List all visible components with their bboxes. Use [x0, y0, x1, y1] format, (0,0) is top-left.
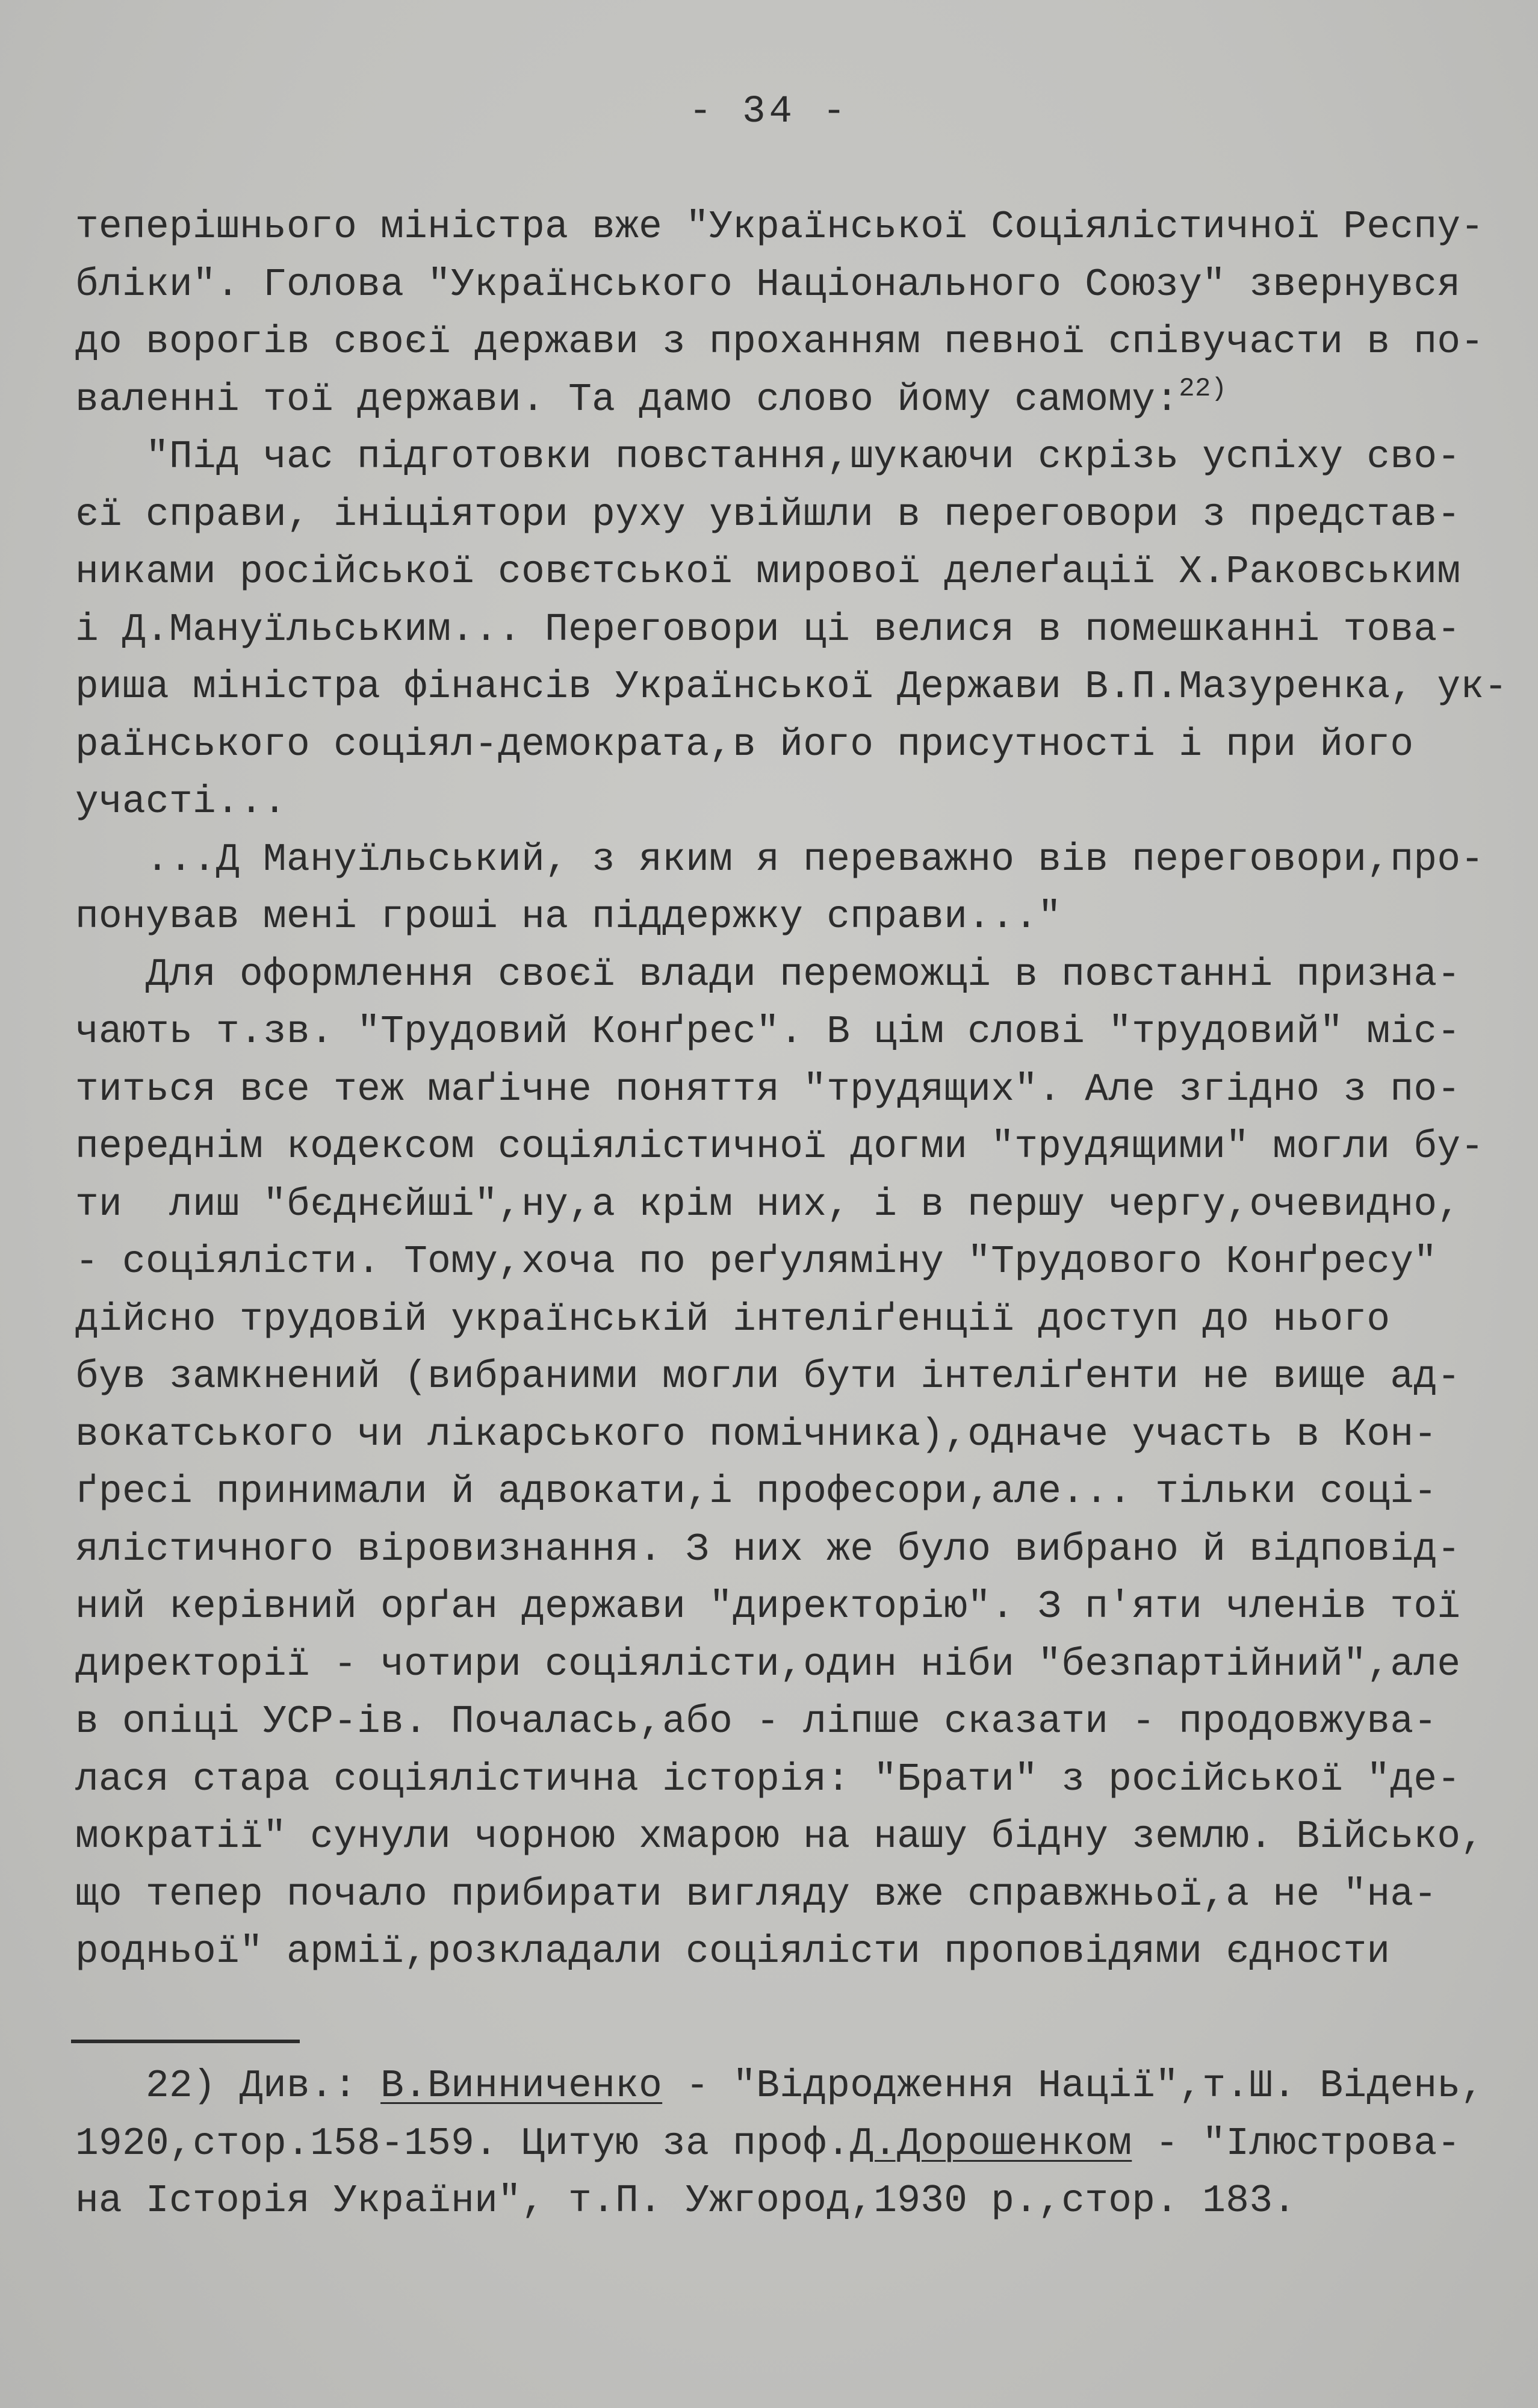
- text-line: никами російської совєтської мирової делеґації Х.Раковським: [75, 550, 1461, 594]
- page-number: - 34 -: [689, 90, 849, 134]
- text-line: вокатського чи лікарського помічника),одначе участь в Кон-: [75, 1412, 1437, 1457]
- text-line: чають т.зв. "Трудовий Конґрес". В цім слові "трудовий" міс-: [75, 1010, 1461, 1054]
- footnote-citation: 1920,стор.158-159. Цитую за проф.: [75, 2121, 851, 2166]
- footnote: [75, 2058, 1484, 2230]
- text-line: єї справи, ініціятори руху увійшли в переговори з представ-: [75, 492, 1461, 537]
- footnote-line: на Історія України", т.П. Ужгород,1930 р.,стор. 183.: [75, 2179, 1297, 2223]
- text-line: ...Д Мануїльський, з яким я переважно вів переговори,про-: [75, 837, 1484, 882]
- footnote-prefix: 22) Див.:: [75, 2064, 381, 2108]
- text-line: участі...: [75, 780, 287, 824]
- text-line: титься все теж маґічне поняття "трудящих". Але згідно з по-: [75, 1067, 1461, 1112]
- text-line: - соціялісти. Тому,хоча по реґуляміну "Трудового Конґресу": [75, 1240, 1437, 1284]
- footnote-author: В.Винниченко: [380, 2064, 663, 2108]
- footnote-line: [75, 2058, 1484, 2115]
- footnote-title: - "Ілюстрова-: [1132, 2121, 1461, 2166]
- footnote-reference: 22): [1179, 373, 1227, 404]
- text-line: теперішнього міністра вже "Української Соціялістичної Респу-: [75, 205, 1484, 249]
- text-line: був замкнений (вибраними могли бути інтеліґенти не вище ад-: [75, 1355, 1461, 1399]
- text-line: до ворогів своєї держави з проханням певної співучасти в по-: [75, 320, 1484, 364]
- text-line: родньої" армії,розкладали соціялісти проповідями єдности: [75, 1930, 1391, 1974]
- text-line: лася стара соціялістична історія: "Брати" з російської "де-: [75, 1757, 1461, 1802]
- text-line: ґресі принимали й адвокати,і професори,але... тільки соці-: [75, 1470, 1437, 1514]
- footnote-line: [75, 2115, 1478, 2173]
- text-line: дійсно трудовій українській інтеліґенції доступ до нього: [75, 1297, 1391, 1342]
- body-text: [75, 199, 1508, 1981]
- text-line: риша міністра фінансів Української Держави В.П.Мазуренка, ук-: [75, 665, 1508, 709]
- text-line: мократії" сунули чорною хмарою на нашу бідну землю. Військо,: [75, 1815, 1484, 1859]
- text-line: ти лиш "бєднєйші",ну,а крім них, і в першу чергу,очевидно,: [75, 1182, 1461, 1227]
- text-line: ялістичного віровизнання. З них же було вибрано й відповід-: [75, 1527, 1461, 1572]
- text-line: бліки". Голова "Українського Національного Союзу" звернувся: [75, 262, 1461, 307]
- footnote-title: - "Відродження Нації",т.Ш. Відень,: [662, 2064, 1484, 2108]
- text-line: і Д.Мануїльським... Переговори ці велися в помешканні това-: [75, 607, 1461, 652]
- footnote-divider: [71, 2040, 300, 2043]
- footnote-author: Д.Дорошенком: [850, 2121, 1132, 2166]
- text-line: Для оформлення своєї влади переможці в повстанні призна-: [75, 952, 1461, 997]
- text-line: переднім кодексом соціялістичної догми "трудящими" могли бу-: [75, 1125, 1484, 1169]
- text-line: в опіці УСР-ів. Почалась,або - ліпше сказати - продовжува-: [75, 1700, 1437, 1744]
- text-line: що тепер почало прибирати вигляду вже справжньої,а не "на-: [75, 1872, 1437, 1917]
- text-line: "Під час підготовки повстання,шукаючи скрізь успіху сво-: [75, 435, 1461, 479]
- text-line: ний керівний орґан держави "директорію". З п'яти членів тої: [75, 1585, 1461, 1629]
- text-line: директорії - чотири соціялісти,один ніби "безпартійний",але: [75, 1642, 1461, 1687]
- text-line-content: валенні тої держави. Та дамо слово йому самому:: [75, 377, 1179, 422]
- text-line-with-footnote-ref: [75, 371, 1478, 429]
- text-line: понував мені гроші на піддержку справи...": [75, 895, 1062, 939]
- text-line: раїнського соціял-демократа,в його присутності і при його: [75, 722, 1414, 767]
